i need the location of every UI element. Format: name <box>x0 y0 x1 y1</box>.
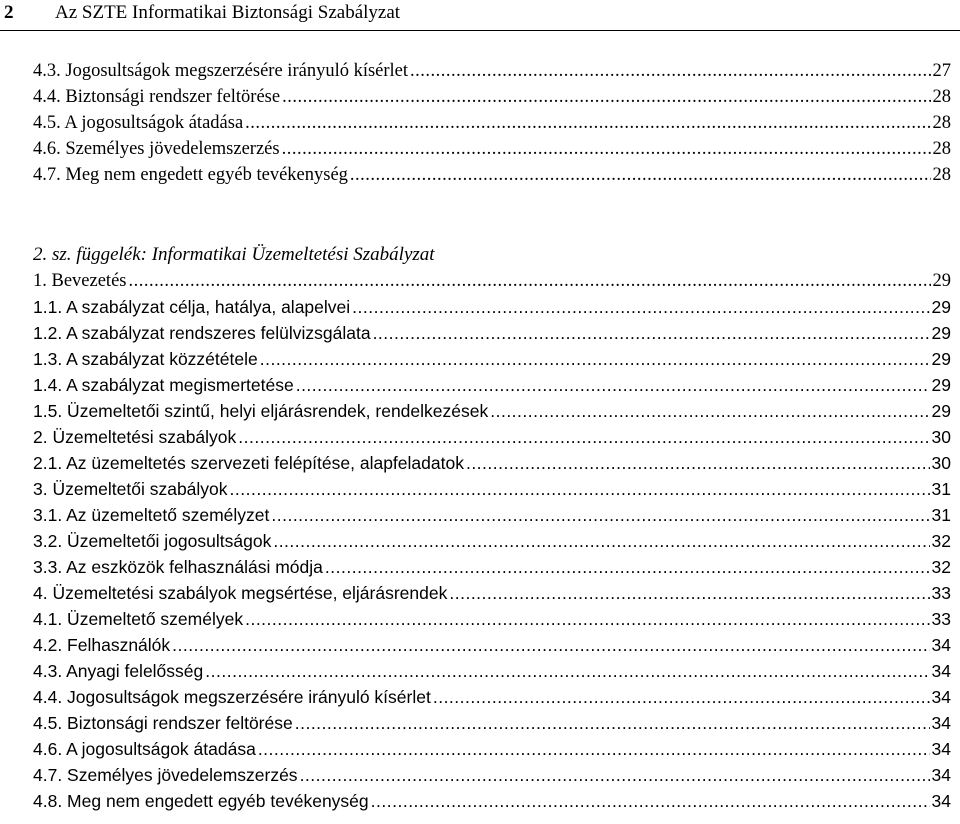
toc-leader-dots <box>282 138 931 160</box>
toc-leader-dots <box>260 348 930 370</box>
toc-entry-page: 34 <box>931 739 951 759</box>
toc-leader-dots <box>230 478 930 500</box>
toc-entry-label: 4.5. A jogosultságok átadása <box>33 113 244 133</box>
toc-leader-dots <box>300 764 930 786</box>
toc-leader-dots <box>296 374 930 396</box>
toc-entry-page: 34 <box>931 661 951 681</box>
toc-entry-label: 4.6. A jogosultságok átadása <box>33 739 256 759</box>
toc-entry-label: 4.1. Üzemeltető személyek <box>33 609 244 629</box>
toc-entry-page: 33 <box>931 583 951 603</box>
toc-entry-label: 3. Üzemeltetői szabályok <box>33 479 228 499</box>
toc-leader-dots <box>373 322 930 344</box>
toc-entry-label: 4.6. Személyes jövedelemszerzés <box>33 139 280 159</box>
page-header <box>0 0 960 31</box>
toc-entry[interactable] <box>33 426 951 448</box>
toc-entry-page: 28 <box>932 87 951 107</box>
toc-leader-dots <box>129 270 931 292</box>
toc-entry-label: 2.1. Az üzemeltetés szervezeti felépítése, alapfeladatok <box>33 453 464 473</box>
toc-entry-page: 29 <box>931 323 951 343</box>
toc-entry-page: 31 <box>931 479 951 499</box>
toc-leader-dots <box>295 712 930 734</box>
toc-entry-page: 29 <box>931 297 951 317</box>
toc-leader-dots <box>238 426 929 448</box>
toc-entry[interactable] <box>33 348 951 370</box>
document-title: Az SZTE Informatikai Biztonsági Szabályzat <box>55 2 401 23</box>
appendix-heading: 2. sz. függelék: Informatikai Üzemeltetési Szabályzat <box>33 244 435 265</box>
toc-entry-page: 34 <box>931 635 951 655</box>
toc-entry[interactable] <box>33 322 951 344</box>
toc-entry-label: 1.4. A szabályzat megismertetése <box>33 375 294 395</box>
toc-entry[interactable] <box>33 296 951 318</box>
toc-entry-page: 27 <box>932 61 951 81</box>
toc-leader-dots <box>172 634 929 656</box>
toc-entry-label: 4.3. Jogosultságok megszerzésére irányuló kísérlet <box>33 61 409 81</box>
toc-entry-label: 1.3. A szabályzat közzététele <box>33 349 258 369</box>
toc-entry-label: 1.1. A szabályzat célja, hatálya, alapelvei <box>33 297 351 317</box>
toc-entry-page: 33 <box>931 609 951 629</box>
toc-entry-label: 4.5. Biztonsági rendszer feltörése <box>33 713 293 733</box>
toc-entry-page: 28 <box>932 139 951 159</box>
toc-leader-dots <box>245 112 930 134</box>
toc-entry[interactable] <box>33 712 951 734</box>
toc-entry-label: 4. Üzemeltetési szabályok megsértése, eljárásrendek <box>33 583 448 603</box>
toc-leader-dots <box>410 60 930 82</box>
toc-entry-page: 34 <box>931 765 951 785</box>
toc-entry[interactable] <box>33 634 951 656</box>
toc-leader-dots <box>205 660 929 682</box>
toc-entry[interactable] <box>33 452 951 474</box>
toc-entry-page: 28 <box>932 165 951 185</box>
toc-leader-dots <box>325 556 930 578</box>
toc-entry[interactable] <box>33 790 951 812</box>
toc-leader-dots <box>271 504 929 526</box>
toc-entry[interactable] <box>33 608 951 630</box>
toc-entry-page: 30 <box>931 427 951 447</box>
toc-leader-dots <box>350 164 931 186</box>
toc-leader-dots <box>273 530 929 552</box>
toc-entry[interactable] <box>33 686 951 708</box>
toc-leader-dots <box>352 296 929 318</box>
page-number: 2 <box>4 2 14 23</box>
toc-leader-dots <box>258 738 930 760</box>
toc-entry-page: 34 <box>931 791 951 811</box>
toc-entry[interactable] <box>33 764 951 786</box>
toc-leader-dots <box>466 452 930 474</box>
toc-entry-page: 29 <box>931 349 951 369</box>
toc-entry-page: 34 <box>931 713 951 733</box>
toc-entry-label: 1. Bevezetés <box>33 271 127 291</box>
toc-entry-label: 2. Üzemeltetési szabályok <box>33 427 237 447</box>
toc-entry-label: 4.4. Jogosultságok megszerzésére irányuló kísérlet <box>33 687 431 707</box>
toc-entry-page: 32 <box>931 557 951 577</box>
toc-entry-page: 29 <box>932 271 951 291</box>
toc-entry[interactable] <box>33 164 951 186</box>
toc-entry-label: 4.2. Felhasználók <box>33 635 171 655</box>
toc-leader-dots <box>433 686 930 708</box>
toc-entry[interactable] <box>33 660 951 682</box>
toc-entry-page: 31 <box>931 505 951 525</box>
toc-leader-dots <box>371 790 930 812</box>
toc-entry-page: 29 <box>931 375 951 395</box>
toc-entry-label: 1.5. Üzemeltetői szintű, helyi eljárásrendek, rendelkezések <box>33 401 489 421</box>
toc-entry-page: 32 <box>931 531 951 551</box>
toc-leader-dots <box>490 400 929 422</box>
toc-entry[interactable] <box>33 112 951 134</box>
toc-entry[interactable] <box>33 270 951 292</box>
toc-entry-label: 1.2. A szabályzat rendszeres felülvizsgálata <box>33 323 371 343</box>
toc-entry-page: 28 <box>932 113 951 133</box>
toc-entry-label: 4.7. Meg nem engedett egyéb tevékenység <box>33 165 348 185</box>
toc-entry-label: 3.3. Az eszközök felhasználási módja <box>33 557 323 577</box>
toc-entry-label: 4.7. Személyes jövedelemszerzés <box>33 765 298 785</box>
toc-entry[interactable] <box>33 738 951 760</box>
toc-entry[interactable] <box>33 478 951 500</box>
toc-leader-dots <box>282 86 930 108</box>
toc-entry[interactable] <box>33 582 951 604</box>
toc-entry-page: 29 <box>931 401 951 421</box>
toc-entry[interactable] <box>33 138 951 160</box>
toc-entry-page: 30 <box>931 453 951 473</box>
toc-entry[interactable] <box>33 374 951 396</box>
toc-entry[interactable] <box>33 60 951 82</box>
toc-entry-label: 4.8. Meg nem engedett egyéb tevékenység <box>33 791 369 811</box>
toc-entry-label: 3.2. Üzemeltetői jogosultságok <box>33 531 272 551</box>
toc-entry-label: 3.1. Az üzemeltető személyzet <box>33 505 270 525</box>
toc-entry[interactable] <box>33 556 951 578</box>
toc-leader-dots <box>449 582 929 604</box>
toc-entry[interactable] <box>33 504 951 526</box>
toc-entry-label: 4.3. Anyagi felelősség <box>33 661 204 681</box>
toc-leader-dots <box>245 608 929 630</box>
toc-entry[interactable] <box>33 86 951 108</box>
toc-entry[interactable] <box>33 530 951 552</box>
toc-entry-page: 34 <box>931 687 951 707</box>
toc-entry[interactable] <box>33 400 951 422</box>
toc-entry-label: 4.4. Biztonsági rendszer feltörése <box>33 87 281 107</box>
